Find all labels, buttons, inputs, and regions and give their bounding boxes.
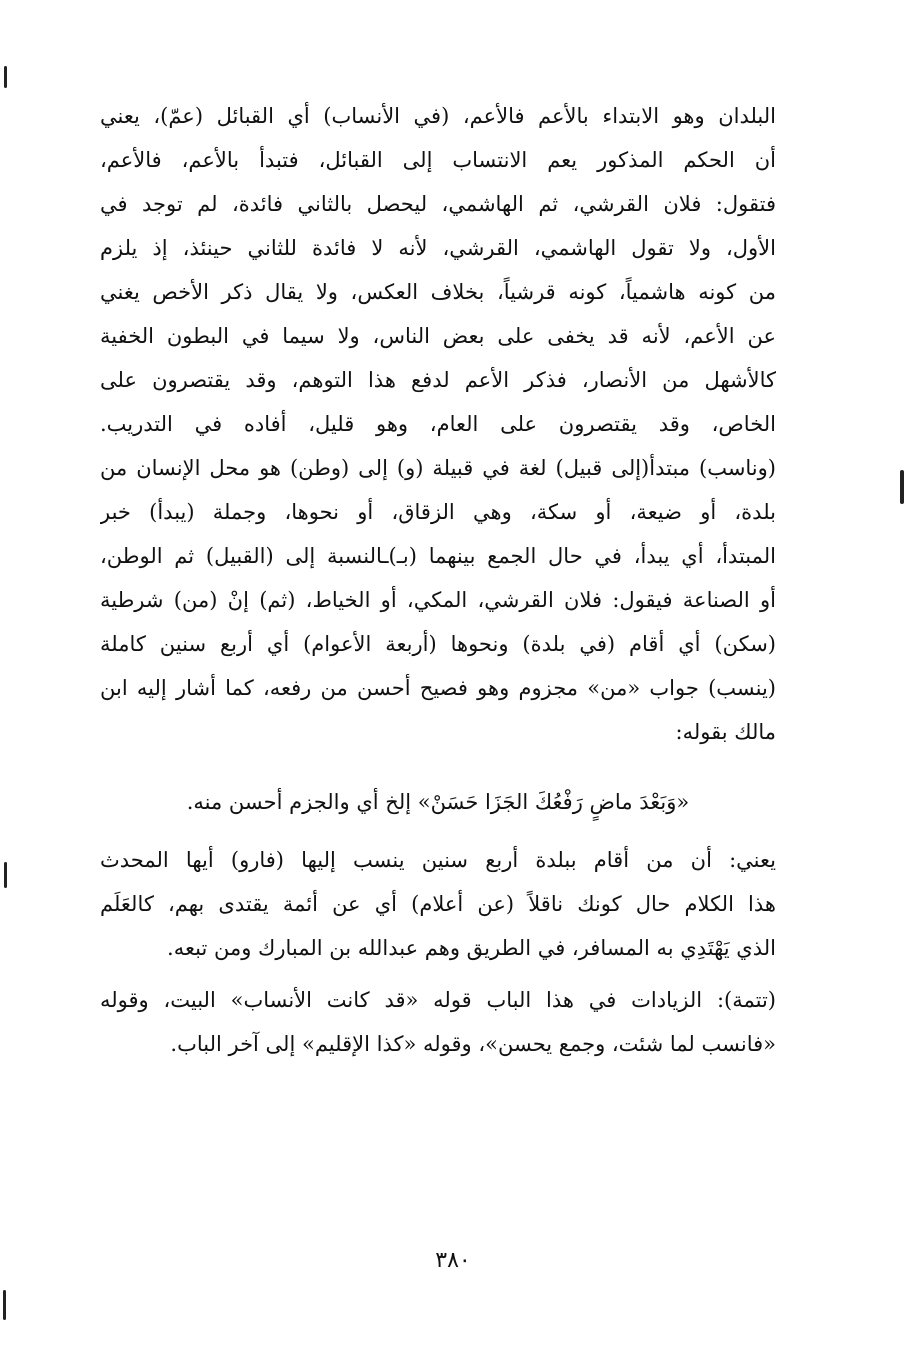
text-line: (تتمة): الزيادات في هذا الباب قوله «قد كانت الأنساب» البيت، وقوله (100, 988, 776, 1012)
page-number: ٣٨٠ (435, 1248, 471, 1273)
text-line: الذي يَهْتَدِي به المسافر، في الطريق وهم عبدالله بن المبارك ومن تبعه. (167, 936, 776, 960)
text-line: البلدان وهو الابتداء بالأعم فالأعم، (في الأنساب) أي القبائل (عمّ)، يعني (100, 104, 776, 128)
text-line: عن الأعم، لأنه قد يخفى على بعض الناس، ولا سيما في البطون الخفية (100, 324, 776, 348)
text-line: أو الصناعة فيقول: فلان القرشي، المكي، أو الخياط، (ثم) إنْ (من) شرطية (100, 588, 776, 612)
paragraph-gap (100, 970, 776, 978)
text-line: كالأشهل من الأنصار، فذكر الأعم لدفع هذا التوهم، وقد يقتصرون على (100, 368, 776, 392)
text-line: (ينسب) جواب «من» مجزوم وهو فصيح أحسن من رفعه، كما أشار إليه ابن (100, 676, 776, 700)
paragraph-3 (100, 978, 776, 1066)
paragraph-2 (100, 838, 776, 970)
text-line: الأول، ولا تقول الهاشمي، القرشي، لأنه لا فائدة للثاني حينئذ، إذ يلزم (100, 236, 776, 260)
text-line: هذا الكلام حال كونك ناقلاً (عن أعلام) أي عن أئمة يقتدى بهم، كالعَلَم (100, 892, 776, 916)
scan-edge-mark (4, 66, 7, 88)
text-line: المبتدأ، أي يبدأ، في حال الجمع بينهما (بـ)ـالنسبة إلى (القبيل) ثم الوطن، (100, 544, 776, 568)
quoted-verse: «وَبَعْدَ ماضٍ رَفْعُكَ الجَزَا حَسَنْ» إلخ أي والجزم أحسن منه. (186, 790, 690, 814)
text-line: أن الحكم المذكور يعم الانتساب إلى القبائل، فتبدأ بالأعم، فالأعم، (100, 148, 776, 172)
scan-edge-mark (4, 862, 7, 888)
text-line: الخاص، وقد يقتصرون على العام، وهو قليل، أفاده في التدريب. (100, 412, 776, 436)
text-line: (سكن) أي أقام (في بلدة) ونحوها (أربعة الأعوام) أي أربع سنين كاملة (100, 632, 776, 656)
text-line: فتقول: فلان القرشي، ثم الهاشمي، ليحصل بالثاني فائدة، لم توجد في (100, 192, 776, 216)
scan-edge-mark (3, 1290, 6, 1320)
paragraph-1 (100, 94, 776, 754)
main-text (100, 94, 776, 1066)
text-line: يعني: أن من أقام ببلدة أربع سنين ينسب إليها (فارو) أيها المحدث (100, 848, 776, 872)
scan-edge-mark (900, 470, 904, 504)
text-line: (وناسب) مبتدأ(إلى قبيل) لغة في قبيلة (و) إلى (وطن) هو محل الإنسان من (100, 456, 776, 480)
text-line: بلدة، أو ضيعة، أو سكة، وهي الزقاق، أو نحوها، وجملة (يبدأ) خبر (100, 500, 776, 524)
text-line: من كونه هاشمياً، كونه قرشياً، بخلاف العكس، ولا يقال ذكر الأخص يغني (100, 280, 776, 304)
text-line: مالك بقوله: (675, 720, 776, 744)
text-line: «فانسب لما شئت، وجمع يحسن»، وقوله «كذا الإقليم» إلى آخر الباب. (170, 1032, 776, 1056)
